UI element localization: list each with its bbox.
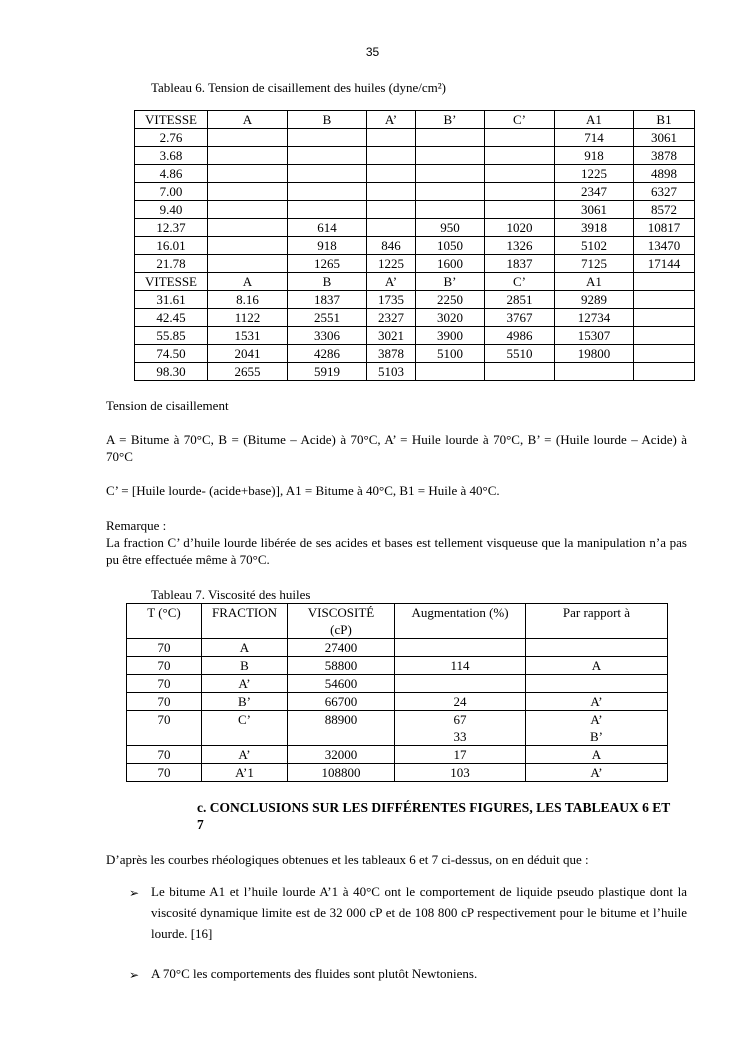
table-cell: A’ — [202, 746, 288, 764]
table-header-row — [135, 273, 695, 291]
conclusion-heading: c. CONCLUSIONS SUR LES DIFFÉRENTES FIGURES, LES TABLEAUX 6 ET 7 — [197, 800, 670, 832]
table-cell — [634, 363, 695, 381]
table-cell: 98.30 — [135, 363, 208, 381]
table-cell: A’ — [367, 111, 416, 129]
table-cell: Par rapport à — [526, 604, 668, 639]
table-cell — [288, 201, 367, 219]
table-cell: A — [208, 273, 288, 291]
legend-line-2: C’ = [Huile lourde- (acide+base)], A1 = Bitume à 40°C, B1 = Huile à 40°C. — [106, 483, 500, 498]
table-cell: A — [202, 639, 288, 657]
table-header-row — [135, 111, 695, 129]
table-cell: 614 — [288, 219, 367, 237]
table-cell: 1600 — [416, 255, 485, 273]
table-cell: 70 — [127, 675, 202, 693]
table-cell: 17 — [395, 746, 526, 764]
table-row — [135, 255, 695, 273]
table-cell: Augmentation (%) — [395, 604, 526, 639]
table-cell — [485, 183, 555, 201]
table-cell: 5100 — [416, 345, 485, 363]
table-cell: 2551 — [288, 309, 367, 327]
table-cell: 10817 — [634, 219, 695, 237]
table-cell — [208, 129, 288, 147]
table-row — [135, 291, 695, 309]
table-cell: 5103 — [367, 363, 416, 381]
table-row — [135, 129, 695, 147]
table-row — [135, 237, 695, 255]
table-cell: 6327 — [634, 183, 695, 201]
table-cell: 5919 — [288, 363, 367, 381]
table-row — [127, 764, 668, 782]
table-row — [135, 147, 695, 165]
table-cell — [367, 201, 416, 219]
remarque-body: La fraction C’ d’huile lourde libérée de ses acides et bases est tellement visqueuse que la manipulation n’a pas pu être effectuée même à 70°C. — [106, 535, 687, 567]
table-cell: 12734 — [555, 309, 634, 327]
table-cell: 103 — [395, 764, 526, 782]
table-cell: B1 — [634, 111, 695, 129]
table-cell — [208, 201, 288, 219]
table-cell: B’ — [202, 693, 288, 711]
table-cell: B’ — [416, 111, 485, 129]
bullet-1: Le bitume A1 et l’huile lourde A’1 à 40°C ont le comportement de liquide pseudo plastique dont la viscosité dynamique limite est de 32 000 cP et de 108 800 cP respectivement pour le bitume et l’huile lourde. [16] — [151, 884, 687, 941]
table-cell: 3061 — [634, 129, 695, 147]
table-cell — [367, 129, 416, 147]
table-cell: 70 — [127, 711, 202, 746]
table-cell: 13470 — [634, 237, 695, 255]
table-row — [127, 711, 668, 746]
table6 — [134, 110, 695, 381]
table-cell — [416, 147, 485, 165]
table-row — [127, 746, 668, 764]
table-cell — [367, 147, 416, 165]
table-cell: A — [208, 111, 288, 129]
table-cell: VISCOSITÉ (cP) — [288, 604, 395, 639]
table-cell: 3021 — [367, 327, 416, 345]
table-cell — [395, 675, 526, 693]
table-cell: 1020 — [485, 219, 555, 237]
table-cell: B — [288, 111, 367, 129]
table-row — [127, 675, 668, 693]
table-cell: 74.50 — [135, 345, 208, 363]
table-cell — [395, 639, 526, 657]
table-cell — [288, 147, 367, 165]
table-cell: 70 — [127, 693, 202, 711]
table-cell: 714 — [555, 129, 634, 147]
table-row — [135, 201, 695, 219]
table-cell: 7125 — [555, 255, 634, 273]
table-cell: A’1 — [202, 764, 288, 782]
table-cell: C’ — [485, 111, 555, 129]
table-cell: 1050 — [416, 237, 485, 255]
table-cell: 950 — [416, 219, 485, 237]
table-row — [135, 183, 695, 201]
table-cell — [288, 165, 367, 183]
table-cell — [634, 273, 695, 291]
table7-caption: Tableau 7. Viscosité des huiles — [151, 587, 311, 602]
table-cell — [485, 129, 555, 147]
table-cell: 918 — [555, 147, 634, 165]
table-row — [135, 363, 695, 381]
table-row — [127, 657, 668, 675]
table-cell — [367, 183, 416, 201]
table-row — [135, 165, 695, 183]
table-cell: A’ — [202, 675, 288, 693]
table-cell — [634, 309, 695, 327]
table-cell: 70 — [127, 657, 202, 675]
table-row — [127, 639, 668, 657]
table-cell: 17144 — [634, 255, 695, 273]
table-cell — [416, 165, 485, 183]
table-cell: 2851 — [485, 291, 555, 309]
table-cell: 4986 — [485, 327, 555, 345]
table-cell: 54600 — [288, 675, 395, 693]
table-cell: 1531 — [208, 327, 288, 345]
table-cell: 32000 — [288, 746, 395, 764]
table-cell — [367, 219, 416, 237]
table-cell: 1326 — [485, 237, 555, 255]
table-cell — [367, 165, 416, 183]
table-cell: A1 — [555, 273, 634, 291]
table-cell — [208, 219, 288, 237]
table-cell: 8.16 — [208, 291, 288, 309]
table-cell: 846 — [367, 237, 416, 255]
table-cell: 3767 — [485, 309, 555, 327]
table-cell: 5102 — [555, 237, 634, 255]
table-cell: B — [202, 657, 288, 675]
table-cell: 1837 — [288, 291, 367, 309]
table-cell: VITESSE — [135, 273, 208, 291]
table-cell: 2250 — [416, 291, 485, 309]
table-cell: 1265 — [288, 255, 367, 273]
table-cell — [208, 255, 288, 273]
table-cell: 31.61 — [135, 291, 208, 309]
table-cell — [526, 675, 668, 693]
table-cell: T (°C) — [127, 604, 202, 639]
table-cell: 58800 — [288, 657, 395, 675]
table-cell: A — [526, 746, 668, 764]
table-cell: 5510 — [485, 345, 555, 363]
table-row — [127, 693, 668, 711]
table-cell — [416, 129, 485, 147]
table-cell: 55.85 — [135, 327, 208, 345]
table-cell: 24 — [395, 693, 526, 711]
table-cell: A’ — [526, 764, 668, 782]
table-cell — [416, 363, 485, 381]
table-cell: 15307 — [555, 327, 634, 345]
table-cell — [416, 183, 485, 201]
table-cell: 66700 — [288, 693, 395, 711]
table-cell — [485, 147, 555, 165]
table-cell: 1122 — [208, 309, 288, 327]
table-cell — [634, 327, 695, 345]
table-header-row — [127, 604, 668, 639]
table-cell: A’ — [367, 273, 416, 291]
table-row — [135, 219, 695, 237]
table-cell: 16.01 — [135, 237, 208, 255]
table-cell: 19800 — [555, 345, 634, 363]
table-cell: A’ — [526, 693, 668, 711]
remarque-title: Remarque : — [106, 518, 167, 533]
table-cell — [208, 165, 288, 183]
table-cell: 918 — [288, 237, 367, 255]
table-cell: 4286 — [288, 345, 367, 363]
bullet-2: A 70°C les comportements des fluides sont plutôt Newtoniens. — [151, 966, 478, 981]
legend-line-1: A = Bitume à 70°C, B = (Bitume – Acide) à 70°C, A’ = Huile lourde à 70°C, B’ = (Huile lourde – Acide) à 70°C — [106, 432, 687, 464]
table-row — [135, 309, 695, 327]
table-row — [135, 327, 695, 345]
tension-label: Tension de cisaillement — [106, 398, 229, 413]
table-cell: 88900 — [288, 711, 395, 746]
table-cell: 67 33 — [395, 711, 526, 746]
table-cell: 2655 — [208, 363, 288, 381]
table-cell — [288, 183, 367, 201]
table-cell: 8572 — [634, 201, 695, 219]
table-cell: 1225 — [555, 165, 634, 183]
table-cell: 70 — [127, 639, 202, 657]
table-cell: A1 — [555, 111, 634, 129]
table-cell: 4.86 — [135, 165, 208, 183]
table-cell: 1735 — [367, 291, 416, 309]
table-cell: 21.78 — [135, 255, 208, 273]
table-cell — [634, 291, 695, 309]
table-cell: 9289 — [555, 291, 634, 309]
table-cell: A — [526, 657, 668, 675]
table-cell: 1837 — [485, 255, 555, 273]
table-cell — [485, 363, 555, 381]
table-cell: 3878 — [634, 147, 695, 165]
table7 — [126, 603, 668, 782]
table-cell: 108800 — [288, 764, 395, 782]
table6-caption: Tableau 6. Tension de cisaillement des huiles (dyne/cm²) — [151, 80, 446, 95]
table-cell: VITESSE — [135, 111, 208, 129]
table-cell: 3878 — [367, 345, 416, 363]
table-cell: FRACTION — [202, 604, 288, 639]
table-cell: 2327 — [367, 309, 416, 327]
table-cell: 1225 — [367, 255, 416, 273]
table-cell: B’ — [416, 273, 485, 291]
table-cell: 3020 — [416, 309, 485, 327]
table-cell: 3900 — [416, 327, 485, 345]
table-cell — [208, 147, 288, 165]
table-cell — [485, 165, 555, 183]
table-cell — [485, 201, 555, 219]
table-cell — [526, 639, 668, 657]
table-cell — [288, 129, 367, 147]
table-cell: 7.00 — [135, 183, 208, 201]
bullet-arrow-icon: ➢ — [129, 968, 140, 982]
table-cell: 2041 — [208, 345, 288, 363]
table-cell: 12.37 — [135, 219, 208, 237]
table-cell: 4898 — [634, 165, 695, 183]
table-cell: 70 — [127, 746, 202, 764]
table-cell: 70 — [127, 764, 202, 782]
page-number: 35 — [365, 45, 380, 59]
table-cell — [555, 363, 634, 381]
table-cell: 3.68 — [135, 147, 208, 165]
table-cell: 2347 — [555, 183, 634, 201]
table-cell: A’ B’ — [526, 711, 668, 746]
table-cell: 42.45 — [135, 309, 208, 327]
table-cell — [208, 183, 288, 201]
table-cell: 9.40 — [135, 201, 208, 219]
conclusion-intro: D’après les courbes rhéologiques obtenues et les tableaux 6 et 7 ci-dessus, on en déduit que : — [106, 852, 589, 867]
table-cell: 27400 — [288, 639, 395, 657]
table-cell — [634, 345, 695, 363]
table-cell — [416, 201, 485, 219]
table-cell: C’ — [202, 711, 288, 746]
table-cell: B — [288, 273, 367, 291]
table-cell: 3918 — [555, 219, 634, 237]
table-cell: 3306 — [288, 327, 367, 345]
bullet-arrow-icon: ➢ — [129, 886, 140, 900]
table-row — [135, 345, 695, 363]
table-cell: 2.76 — [135, 129, 208, 147]
table-cell — [208, 237, 288, 255]
table-cell: 3061 — [555, 201, 634, 219]
table-cell: C’ — [485, 273, 555, 291]
table-cell: 114 — [395, 657, 526, 675]
